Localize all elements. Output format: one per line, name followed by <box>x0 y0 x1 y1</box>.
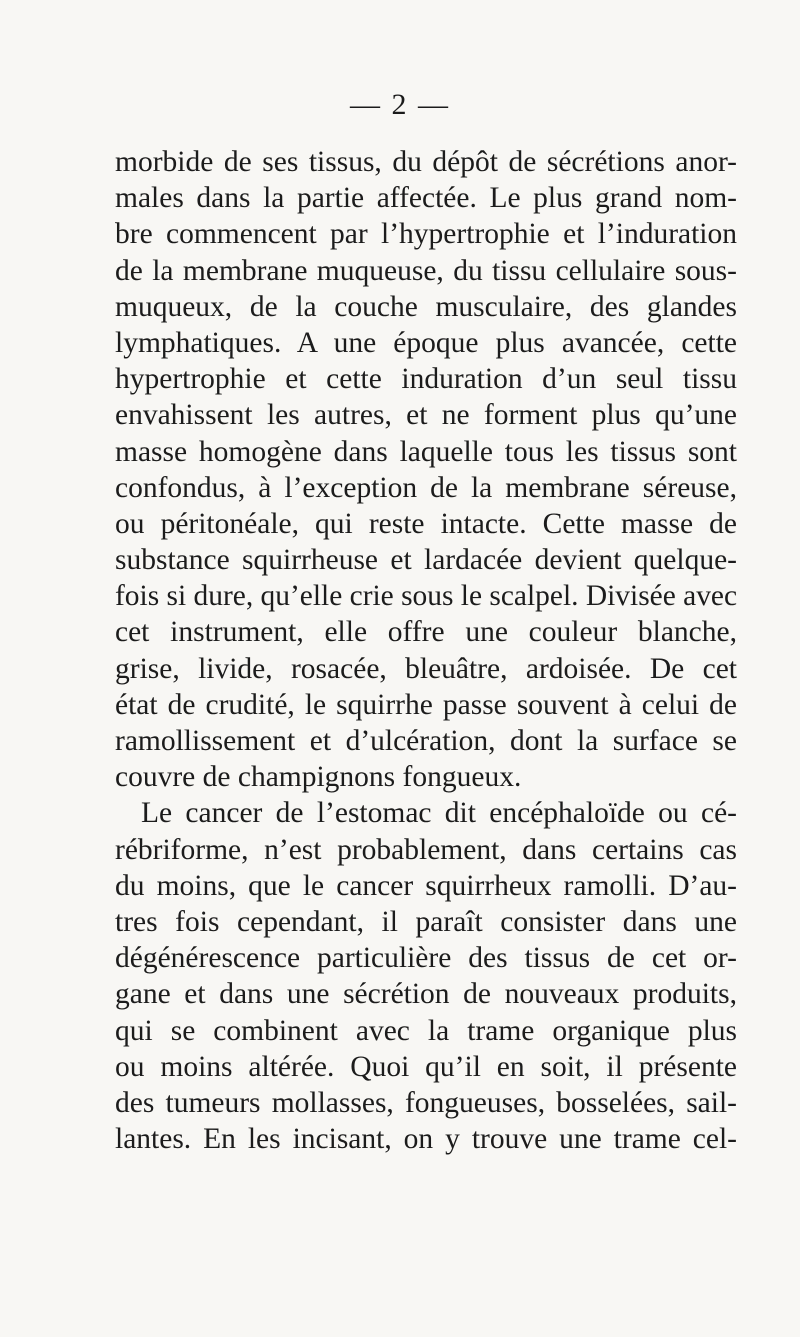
paragraph-end-line: couvre de champignons fongueux. <box>115 761 522 794</box>
text-line: ou péritonéale, qui reste intacte. Cette masse de <box>115 507 737 540</box>
text-line: ou moins altérée. Quoi qu’il en soit, il présente <box>115 1050 737 1083</box>
text-line: cet instrument, elle offre une couleur blanche, <box>115 616 737 649</box>
text-line: de la membrane muqueuse, du tissu cellulaire sous- <box>115 254 737 287</box>
text-line: état de crudité, le squirrhe passe souvent à celui de <box>115 688 737 721</box>
text-line: rébriforme, n’est probablement, dans certains cas <box>115 833 737 866</box>
text-line: grise, livide, rosacée, bleuâtre, ardoisée. De cet <box>115 652 737 685</box>
page-number: — 2 — <box>350 88 450 121</box>
text-line: dégénérescence particulière des tissus de cet or- <box>115 942 737 975</box>
text-line: bre commencent par l’hypertrophie et l’induration <box>115 218 737 251</box>
text-line: lymphatiques. A une époque plus avancée, cette <box>115 326 737 359</box>
body-text <box>115 144 737 1157</box>
text-line: masse homogène dans laquelle tous les tissus sont <box>115 435 737 468</box>
text-line: du moins, que le cancer squirrheux ramolli. D’au- <box>115 869 737 902</box>
text-line: confondus, à l’exception de la membrane séreuse, <box>115 471 737 504</box>
text-line: tres fois cependant, il paraît consister dans une <box>115 905 737 938</box>
paragraph-start-line: Le cancer de l’estomac dit encéphaloïde ou cé- <box>141 797 737 830</box>
text-line: substance squirrheuse et lardacée devient quelque- <box>115 544 737 577</box>
text-line: fois si dure, qu’elle crie sous le scalpel. Divisée avec <box>115 580 738 613</box>
text-line: males dans la partie affectée. Le plus grand nom- <box>115 182 737 215</box>
text-line: lantes. En les incisant, on y trouve une trame cel- <box>115 1123 737 1156</box>
text-line: des tumeurs mollasses, fongueuses, bosselées, sail- <box>115 1086 737 1119</box>
text-line: ramollissement et d’ulcération, dont la surface se <box>115 725 737 757</box>
text-line: qui se combinent avec la trame organique plus <box>115 1014 737 1047</box>
text-line: hypertrophie et cette induration d’un seul tissu <box>115 363 737 396</box>
text-line: envahissent les autres, et ne forment plus qu’une <box>115 399 737 432</box>
text-line: gane et dans une sécrétion de nouveaux produits, <box>115 978 737 1011</box>
text-line: morbide de ses tissus, du dépôt de sécrétions anor- <box>115 146 737 178</box>
text-line: muqueux, de la couche musculaire, des glandes <box>115 290 737 323</box>
